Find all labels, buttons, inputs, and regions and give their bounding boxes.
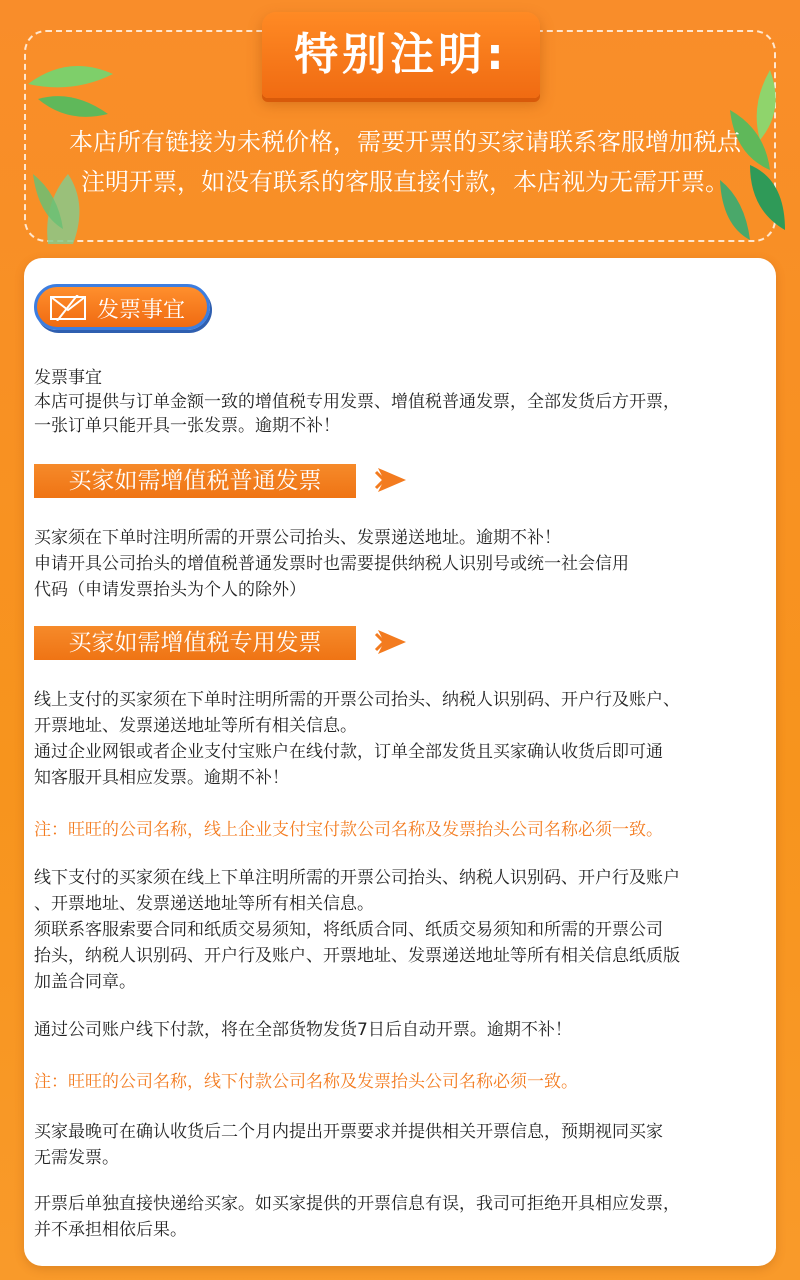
- general-line-3: 代码（申请发票抬头为个人的除外）: [34, 580, 306, 600]
- offline-line-1: 线下支付的买家须在线上下单注明所需的开票公司抬头、纳税人识别码、开户行及账户: [34, 868, 680, 888]
- offline-line-4: 抬头，纳税人识别码、开户行及账户、开票地址、发票递送地址等所有相关信息纸质版: [34, 946, 680, 966]
- section-banner-general: 买家如需增值税普通发票: [34, 464, 356, 498]
- notice-title: 特别注明:: [262, 12, 540, 98]
- online-line-2: 开票地址、发票递送地址等所有相关信息。: [34, 716, 357, 736]
- offline-line-3: 须联系客服索要合同和纸质交易须知，将纸质合同、纸质交易须知和所需的开票公司: [34, 920, 663, 940]
- offline-line-2: 、开票地址、发票递送地址等所有相关信息。: [34, 894, 374, 914]
- invoice-badge: [34, 284, 210, 330]
- final-line-3: 开票后单独直接快递给买家。如买家提供的开票信息有误，我司可拒绝开具相应发票，: [34, 1194, 680, 1214]
- badge-label: 发票事宜: [97, 298, 186, 323]
- offline-line-6: 通过公司账户线下付款，将在全部货物发货7日后自动开票。逾期不补！: [34, 1020, 572, 1040]
- final-line-1: 买家最晚可在确认收货后二个月内提出开票要求并提供相关开票信息，预期视同买家: [34, 1122, 663, 1142]
- general-line-1: 买家须在下单时注明所需的开票公司抬头、发票递送地址。逾期不补！: [34, 528, 561, 548]
- note-online: 注：旺旺的公司名称，线上企业支付宝付款公司名称及发票抬头公司名称必须一致。: [34, 820, 663, 840]
- intro-line-2: 本店可提供与订单金额一致的增值税专用发票、增值税普通发票，全部发货后方开票，: [34, 392, 680, 412]
- intro-line-3: 一张订单只能开具一张发票。逾期不补！: [34, 416, 340, 436]
- online-line-4: 知客服开具相应发票。逾期不补！: [34, 768, 289, 788]
- note-offline: 注：旺旺的公司名称，线下付款公司名称及发票抬头公司名称必须一致。: [34, 1072, 578, 1092]
- airplane-icon: [374, 462, 410, 498]
- online-line-1: 线上支付的买家须在下单时注明所需的开票公司抬头、纳税人识别码、开户行及账户、: [34, 690, 680, 710]
- general-line-2: 申请开具公司抬头的增值税普通发票时也需要提供纳税人识别号或统一社会信用: [34, 554, 629, 574]
- airplane-icon: [374, 624, 410, 660]
- notice-text: 本店所有链接为未税价格，需要开票的买家请联系客服增加税点注明开票，如没有联系的客服直接付款，本店视为无需开票。: [69, 128, 741, 196]
- section-banner-special: 买家如需增值税专用发票: [34, 626, 356, 660]
- intro-line-1: 发票事宜: [34, 368, 102, 388]
- offline-line-5: 加盖合同章。: [34, 972, 136, 992]
- envelope-icon: [49, 295, 89, 321]
- final-line-2: 无需发票。: [34, 1148, 119, 1168]
- online-line-3: 通过企业网银或者企业支付宝账户在线付款，订单全部发货且买家确认收货后即可通: [34, 742, 663, 762]
- final-line-4: 并不承担相依后果。: [34, 1220, 187, 1240]
